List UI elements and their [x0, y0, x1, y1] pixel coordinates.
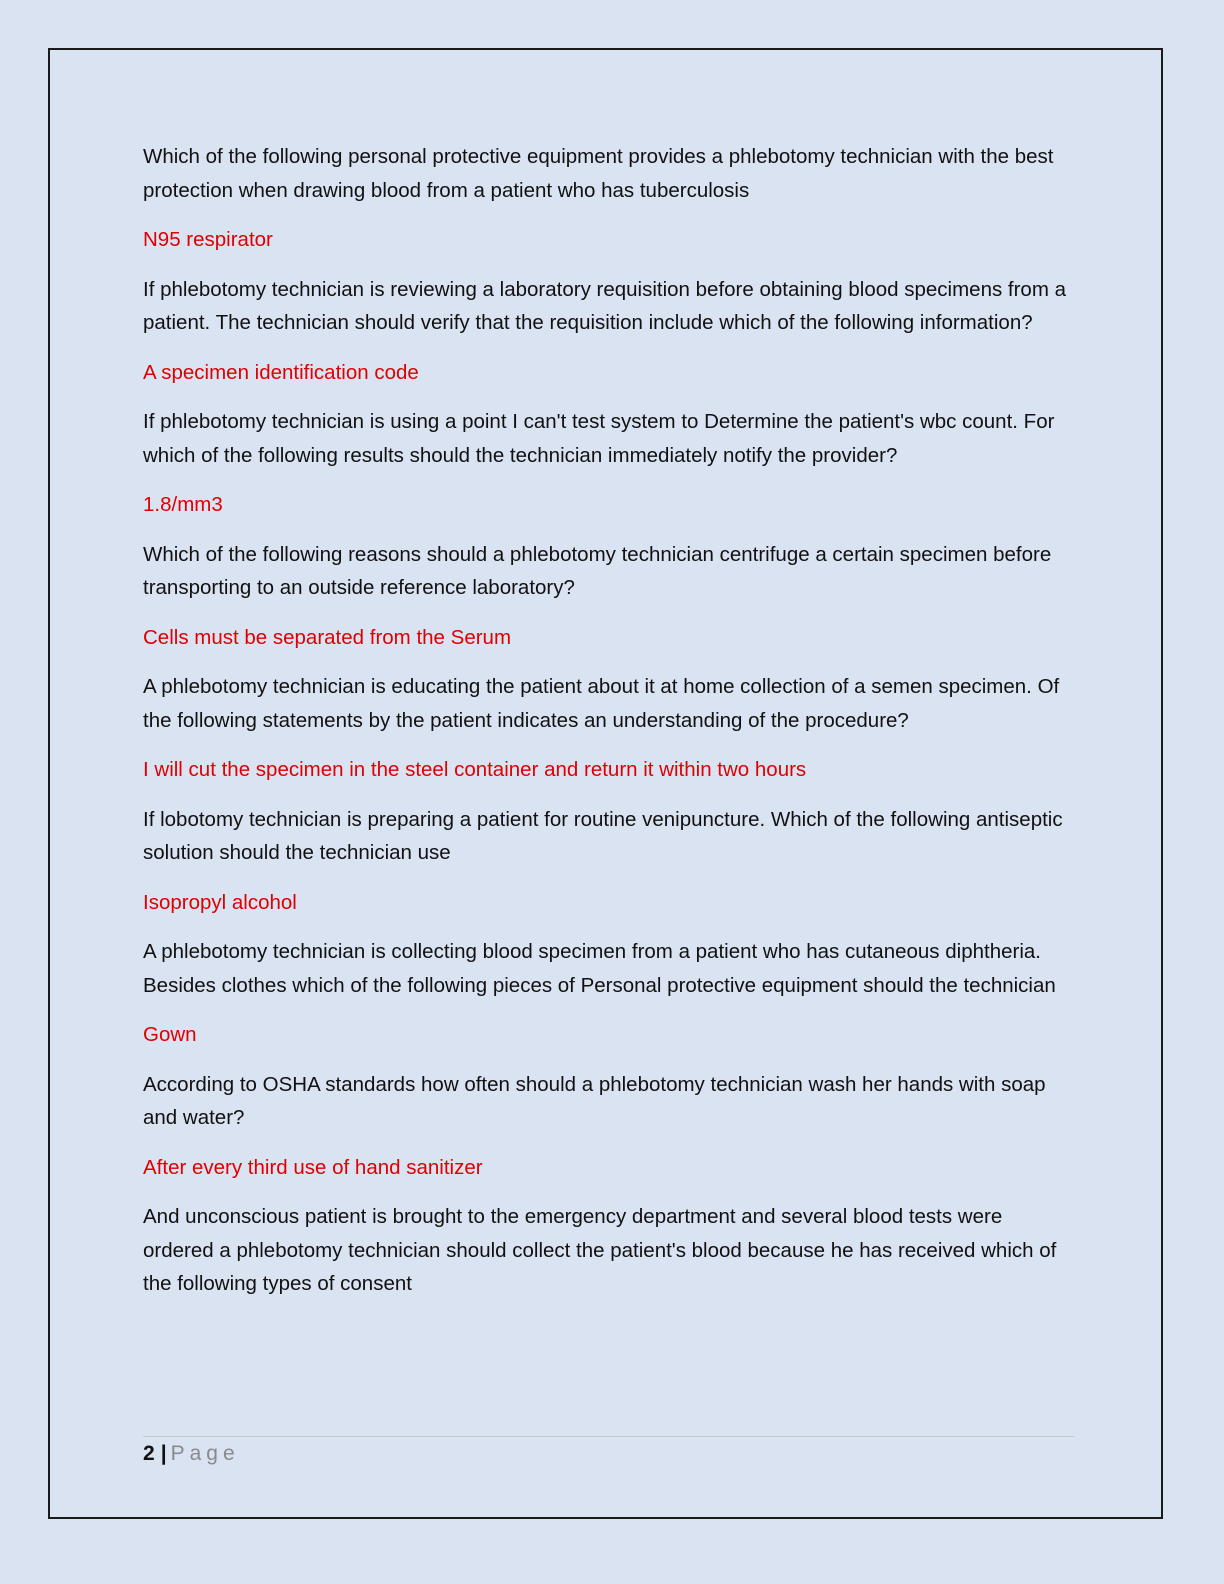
answer-text: After every third use of hand sanitizer	[143, 1155, 483, 1179]
footer-divider	[143, 1436, 1074, 1437]
answer-text: I will cut the specimen in the steel container and return it within two hours	[143, 758, 807, 781]
page-footer	[143, 1440, 240, 1468]
question-text: If phlebotomy technician is reviewing a laboratory requisition before obtaining blood specimens from a patient. The technician should verify that the requisition include which of the following information?	[143, 277, 1067, 334]
answer-text: Isopropyl alcohol	[143, 890, 297, 914]
footer-separator: |	[160, 1442, 167, 1465]
page-label: Page	[170, 1442, 240, 1465]
answer-text: Gown	[143, 1023, 197, 1046]
question-text: A phlebotomy technician is educating the patient about it at home collection of a semen specimen. Of the following statements by the patient indicates an understanding of the procedure?	[143, 675, 1060, 732]
answer-text: A specimen identification code	[143, 360, 419, 384]
answer-text: N95 respirator	[143, 228, 273, 251]
question-text: Which of the following personal protective equipment provides a phlebotomy technician with the best protection when drawing blood from a patient who has tuberculosis	[143, 145, 1054, 202]
answer-text: Cells must be separated from the Serum	[143, 625, 512, 649]
document-body	[143, 140, 1078, 1317]
question-text: If phlebotomy technician is using a point I can't test system to Determine the patient's wbc count. For which of the following results should the technician immediately notify the provider?	[143, 410, 1055, 467]
question-text: And unconscious patient is brought to the emergency department and several blood tests were ordered a phlebotomy technician should collect the patient's blood because he has received which of the following types of consent	[143, 1205, 1057, 1295]
answer-text: 1.8/mm3	[143, 493, 223, 516]
question-text: If lobotomy technician is preparing a patient for routine venipuncture. Which of the following antiseptic solution should the technician use	[143, 807, 1063, 864]
question-text: Which of the following reasons should a phlebotomy technician centrifuge a certain specimen before transporting to an outside reference laboratory?	[143, 542, 1052, 599]
page-number: 2	[143, 1442, 155, 1465]
question-text: According to OSHA standards how often should a phlebotomy technician wash her hands with soap and water?	[143, 1072, 1046, 1129]
question-text: A phlebotomy technician is collecting blood specimen from a patient who has cutaneous diphtheria. Besides clothes which of the following pieces of Personal protective equipment should the technician	[143, 940, 1056, 997]
